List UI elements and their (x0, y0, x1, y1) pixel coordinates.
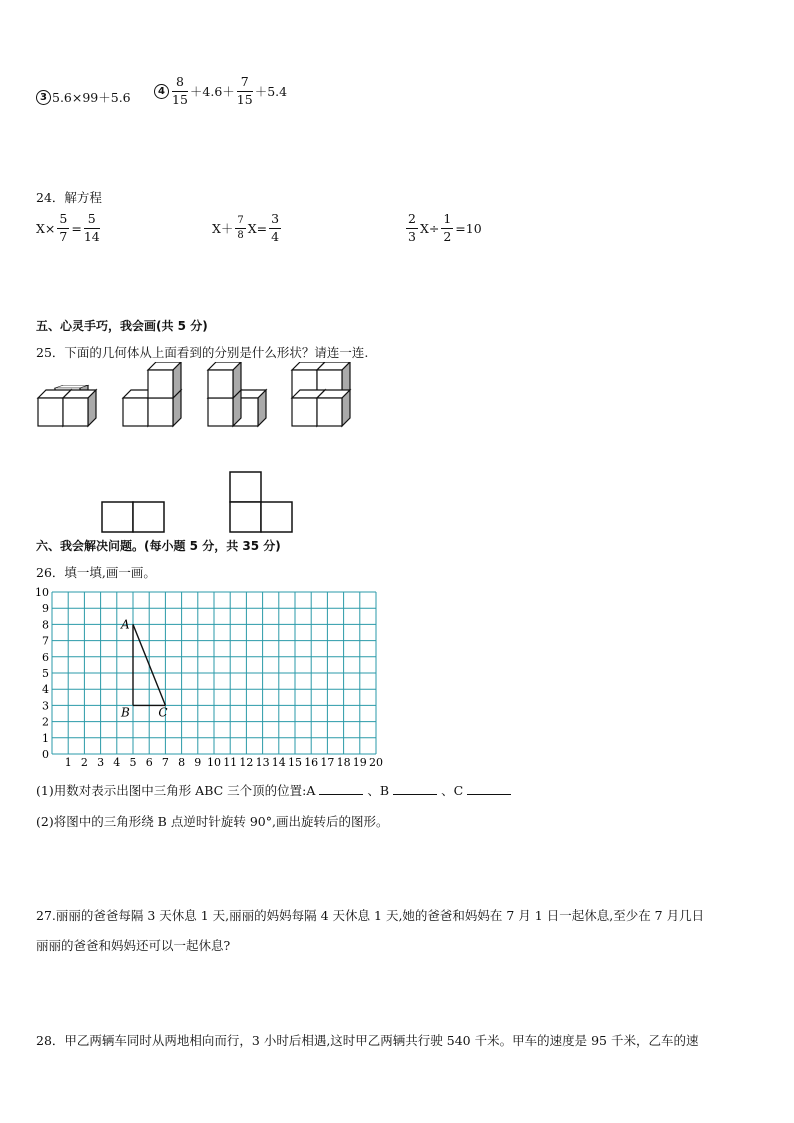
x-tick-label: 10 (207, 756, 221, 769)
q27-line-2: 丽丽的爸爸和妈妈还可以一起休息? (36, 938, 231, 953)
x-tick-label: 9 (194, 756, 202, 769)
question-title: 26．填一填,画一画。 (36, 565, 156, 580)
expression: 5.6×99＋5.6 (52, 90, 131, 105)
top-view-shapes (96, 468, 296, 536)
x-tick-label: 13 (255, 756, 270, 769)
fraction: $\frac{8}{15}$ (172, 74, 188, 107)
q27-line-1: 27.丽丽的爸爸每隔 3 天休息 1 天,丽丽的妈妈每隔 4 天休息 1 天,她的爸爸和妈妈在 7 月 1 日一起休息,至少在 7 月几日 (36, 908, 705, 923)
q23-item-4 (154, 76, 287, 106)
x-tick-label: 1 (64, 756, 72, 769)
point-label-b: B (121, 705, 130, 720)
x-tick-label: 19 (352, 756, 367, 769)
q26-part-1: (1)用数对表示出图中三角形 ABC 三个顶的位置:A 、B 、C (36, 781, 515, 799)
x-tick-label: 17 (320, 756, 335, 769)
x-tick-label: 2 (80, 756, 88, 769)
cube-figure-3 (208, 362, 266, 426)
circled-number: 4 (154, 84, 169, 99)
x-tick-label: 3 (97, 756, 105, 769)
point-label-a: A (121, 617, 130, 632)
expression-mid: ＋4.6＋ (189, 84, 235, 99)
fraction: $\frac{2}{3}$ (408, 211, 416, 244)
fraction: $\frac{7}{15}$ (236, 74, 253, 107)
grid-lines (52, 592, 376, 754)
cube-figure-1 (38, 385, 96, 426)
equation-2: X＋ $\frac{7}{8}$ X= $\frac{3}{4}$ (212, 211, 280, 244)
question-title: 24．解方程 (36, 190, 102, 205)
y-tick-label: 5 (42, 667, 49, 680)
x-tick-label: 12 (239, 756, 254, 769)
y-tick-label: 7 (42, 634, 49, 648)
q28-line-1: 28．甲乙两辆车同时从两地相向而行，3 小时后相遇,这时甲乙两辆共行驶 540 千米。甲车的速度是 95 千米，乙车的速 (36, 1033, 699, 1048)
y-tick-label: 8 (42, 618, 49, 632)
y-tick-label: 6 (42, 650, 49, 664)
x-tick-label: 18 (336, 756, 351, 769)
x-tick-label: 8 (178, 756, 186, 769)
x-tick-label: 7 (161, 756, 169, 769)
equation-3: $\frac{2}{3}$ X÷ $\frac{1}{2}$ =10 (408, 211, 482, 244)
equation-1: X× $\frac{5}{7}$ = $\frac{5}{14}$ (36, 211, 100, 244)
answer-blank-b[interactable] (393, 783, 437, 795)
fraction: $\frac{5}{14}$ (83, 211, 100, 244)
answer-blank-a[interactable] (319, 783, 363, 795)
fraction: $\frac{3}{4}$ (271, 211, 280, 244)
q23-item-3 (36, 88, 131, 106)
top-view-shape-2 (230, 472, 292, 532)
x-tick-label: 6 (145, 756, 153, 769)
section-heading: 五、心灵手巧，我会画(共 5 分) (36, 319, 208, 333)
x-tick-label: 11 (223, 756, 238, 769)
fraction: $\frac{5}{7}$ (59, 211, 68, 244)
x-tick-label: 4 (113, 756, 121, 769)
x-tick-label: 14 (271, 756, 286, 769)
point-labels (120, 617, 168, 719)
y-tick-label: 0 (42, 748, 49, 761)
y-tick-label: 4 (42, 683, 49, 697)
cube-figure-2 (123, 362, 181, 426)
y-tick-labels (35, 586, 49, 761)
x-tick-label: 16 (304, 756, 319, 769)
y-tick-label: 3 (42, 699, 49, 713)
answer-blank-c[interactable] (467, 783, 511, 795)
point-label-c: C (158, 705, 168, 720)
question-title: 25．下面的几何体从上面看到的分别是什么形状？请连一连. (36, 345, 369, 360)
y-tick-label: 10 (35, 586, 49, 599)
y-tick-label: 9 (42, 602, 49, 616)
x-tick-label: 15 (288, 756, 302, 769)
y-tick-label: 2 (42, 715, 49, 729)
cube-figures (30, 362, 370, 434)
x-tick-label: 20 (369, 756, 383, 769)
fraction: $\frac{1}{2}$ (443, 211, 452, 244)
cube-figure-4 (292, 362, 350, 426)
x-tick-labels (65, 756, 383, 769)
x-tick-label: 5 (129, 756, 137, 769)
expression-tail: ＋5.4 (254, 84, 288, 99)
top-view-shape-1 (102, 502, 164, 532)
circled-number: 3 (36, 90, 51, 105)
coordinate-grid (30, 586, 390, 772)
section-heading: 六、我会解决问题。(每小题 5 分，共 35 分) (36, 539, 281, 553)
fraction: $\frac{7}{8}$ (237, 214, 244, 241)
y-tick-label: 1 (42, 731, 49, 745)
q26-part-2: (2)将图中的三角形绕 B 点逆时针旋转 90°,画出旋转后的图形。 (36, 814, 389, 829)
